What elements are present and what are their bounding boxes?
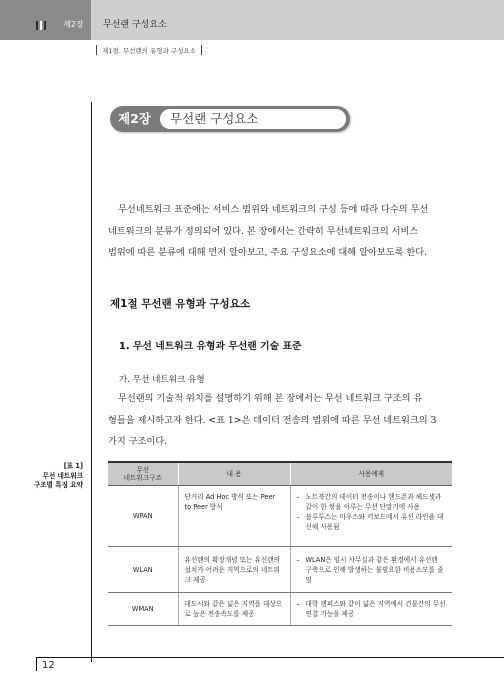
- footer-rule: [36, 657, 504, 658]
- table-cell-structure: WPAN: [108, 486, 178, 547]
- footer-tick: [91, 653, 92, 662]
- body-line: 무선랜의 기술적 위치를 설명하기 위해 본 장에서는 무선 네트워크 구조의 유: [118, 393, 423, 404]
- table-row: [108, 486, 452, 547]
- table-header-content: 내 용: [178, 462, 290, 486]
- section-heading: 제1절 무선랜 유형과 구성요소: [110, 298, 250, 310]
- header-bars-icon: [36, 21, 46, 30]
- table-caption: [28, 462, 83, 491]
- table-cell-structure: WMAN: [108, 593, 178, 626]
- table-row: [108, 547, 452, 593]
- chapter-number: 제2장: [118, 111, 151, 126]
- table-header-examples: 사용예제: [290, 462, 452, 486]
- intro-line: 무선네트워크 표준에는 서비스 범위와 네트워크의 구성 등에 따라 다수의 무선: [118, 204, 429, 215]
- table-caption-label: [표 1]: [63, 462, 83, 470]
- table-cell-examples: – 노트북간의 데이터 전송이나 핸드폰과 헤드셋과 같이 한 쌍을 이루는 무선 단말기에 사용 – 블루투스는 마우스와 키보드에서 유선 라인을 대신해 사용됨: [290, 486, 452, 547]
- table-cell-examples: – 대학 캠퍼스와 같이 넓은 지역에서 건물간의 무선 연결 기능을 제공: [290, 593, 452, 626]
- body-line: 가지 구조이다.: [108, 436, 168, 447]
- vertical-rule: [91, 102, 92, 662]
- table-cell-content: 유선랜의 확장개념 또는 유선랜의 설치가 어려운 지역으로의 네트워크 제공: [178, 547, 290, 593]
- divider: [201, 45, 202, 55]
- table-header-structure: 무선 네트워크구조: [108, 462, 178, 486]
- intro-line: 범위에 따른 분류에 대해 먼저 알아보고, 주요 구성요소에 대해 알아보도록 한다.: [108, 247, 428, 258]
- intro-line: 네트워크의 분류가 정의되어 있다. 본 장에서는 간략히 무선네트워크의 서비스: [108, 225, 419, 237]
- header-chapter-label: 제2장: [63, 20, 84, 29]
- header-chapter-title: 무선랜 구성요소: [103, 20, 167, 30]
- network-structure-table: [108, 461, 452, 626]
- table-cell-content: 단거리 Ad Hoc 방식 또는 Peer to Peer 방식: [178, 486, 290, 547]
- table-caption-text: 무선 네트워크: [42, 471, 83, 480]
- table-cell-structure: WLAN: [108, 547, 178, 593]
- table-cell-examples: – WLAN은 임시 사무실과 같은 환경에서 유선랜 구축으로 인해 발생하는 불필요한 비용소모를 줄임: [290, 547, 452, 593]
- page-number: 12: [42, 660, 55, 671]
- section-path-text: 제1절. 무선랜의 유형과 구성요소: [102, 46, 197, 55]
- table-cell-content: 대도시와 같은 넓은 지역을 대상으로 높은 전송속도를 제공: [178, 593, 290, 626]
- table-header-row: [108, 462, 452, 486]
- item-heading: 가. 무선 네트워크 유형: [119, 375, 205, 385]
- subsection-heading: 1. 무선 네트워크 유형과 무선랜 기술 표준: [119, 341, 302, 352]
- footer-corner: [36, 657, 37, 671]
- body-line: 형들을 제시하고자 한다. <표 1>은 데이터 전송의 범위에 따른 무선 네트워크의 3: [108, 414, 437, 426]
- chapter-title: 무선랜 구성요소: [170, 111, 259, 126]
- intro-paragraph: [108, 199, 453, 264]
- body-paragraph: [108, 388, 453, 453]
- table-caption-text: 구조별 특징 요약: [33, 481, 83, 489]
- divider: [96, 45, 97, 55]
- table-row: [108, 593, 452, 626]
- section-path: [91, 44, 207, 56]
